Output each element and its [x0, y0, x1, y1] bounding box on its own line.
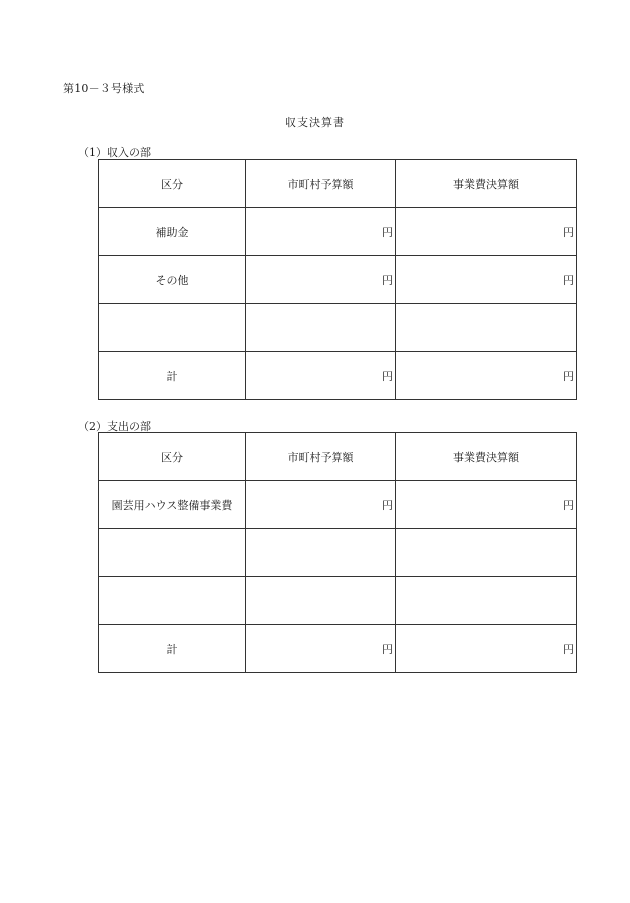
- table-row: [99, 304, 577, 352]
- settlement-amount-cell: [396, 577, 577, 625]
- total-label: 計: [99, 625, 246, 673]
- table-row: [99, 208, 577, 256]
- table-row: [99, 577, 577, 625]
- row-label: その他: [99, 256, 246, 304]
- expense-table: [98, 432, 577, 673]
- row-label: 補助金: [99, 208, 246, 256]
- column-header-category: 区分: [99, 433, 246, 481]
- expense-header-row: [99, 433, 577, 481]
- table-row: [99, 481, 577, 529]
- budget-amount-cell: 円: [246, 208, 396, 256]
- document-title: 収支決算書: [285, 116, 345, 129]
- row-label: [99, 577, 246, 625]
- column-header-settlement: 事業費決算額: [396, 160, 577, 208]
- budget-amount-cell: [246, 577, 396, 625]
- settlement-amount-cell: 円: [396, 256, 577, 304]
- row-label: [99, 304, 246, 352]
- budget-amount-cell: 円: [246, 352, 396, 400]
- table-row: [99, 529, 577, 577]
- table-row: [99, 256, 577, 304]
- income-table: [98, 159, 577, 400]
- column-header-settlement: 事業費決算額: [396, 433, 577, 481]
- budget-amount-cell: 円: [246, 256, 396, 304]
- settlement-amount-cell: [396, 304, 577, 352]
- expense-section-label: （2）支出の部: [78, 420, 151, 433]
- total-row: [99, 625, 577, 673]
- column-header-municipal-budget: 市町村予算額: [246, 433, 396, 481]
- income-section-label: （1）収入の部: [78, 146, 151, 159]
- column-header-municipal-budget: 市町村予算額: [246, 160, 396, 208]
- budget-amount-cell: [246, 304, 396, 352]
- row-label: 園芸用ハウス整備事業費: [99, 481, 246, 529]
- settlement-amount-cell: 円: [396, 352, 577, 400]
- row-label: [99, 529, 246, 577]
- income-header-row: [99, 160, 577, 208]
- form-number: 第10－３号様式: [63, 82, 145, 95]
- total-label: 計: [99, 352, 246, 400]
- budget-amount-cell: [246, 529, 396, 577]
- column-header-category: 区分: [99, 160, 246, 208]
- settlement-amount-cell: 円: [396, 481, 577, 529]
- total-row: [99, 352, 577, 400]
- settlement-amount-cell: 円: [396, 208, 577, 256]
- settlement-amount-cell: [396, 529, 577, 577]
- budget-amount-cell: 円: [246, 625, 396, 673]
- budget-amount-cell: 円: [246, 481, 396, 529]
- settlement-amount-cell: 円: [396, 625, 577, 673]
